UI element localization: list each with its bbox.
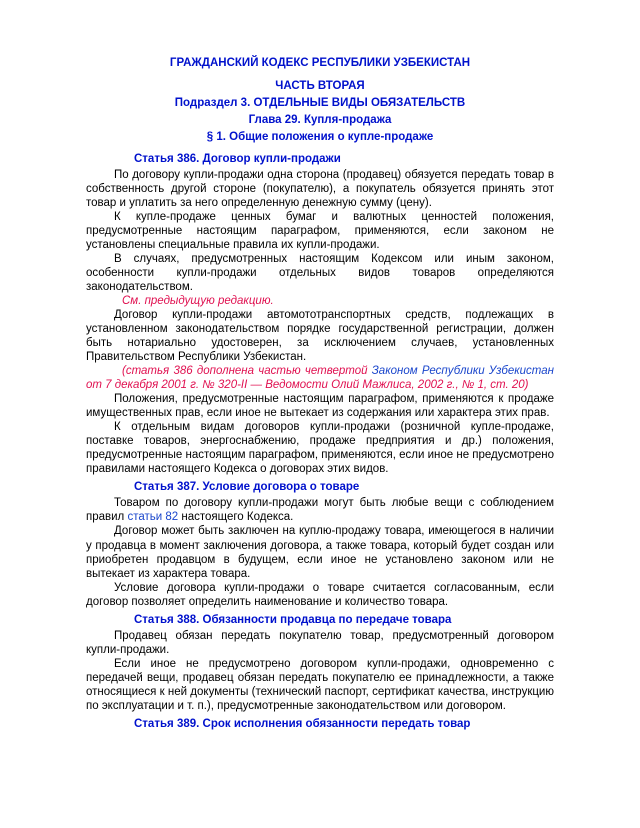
article-389-heading: Статья 389. Срок исполнения обязанности передать товар bbox=[134, 717, 471, 730]
amendment-note-tail: от 7 декабря 2001 г. № 320-II — Ведомости Олий Мажлиса, 2002 г., № 1, ст. 20) bbox=[86, 379, 529, 392]
doc-chapter: Глава 29. Купля-продажа bbox=[248, 114, 392, 127]
article-387-paragraph-2: Договор может быть заключен на куплю-продажу товара, имеющегося в наличии у продавца в момент заключения договора, а также товара, который будет создан или приобретен продавцом в будущем, если иное не установлено законом или не вытекает из характера товара. bbox=[86, 525, 554, 580]
article-388-paragraph-1: Продавец обязан передать покупателю товар, предусмотренный договором купли-продажи. bbox=[86, 629, 554, 656]
article-387-p1-tail: настоящего Кодекса. bbox=[178, 511, 294, 524]
see-previous-revision-link[interactable]: См. предыдущую редакцию. bbox=[122, 295, 274, 308]
doc-section: § 1. Общие положения о купле-продаже bbox=[206, 131, 434, 144]
article-386-paragraph-6: К отдельным видам договоров купли-продажи (розничной купле-продаже, поставке товаров, энергоснабжению, продаже предприятия и др.) положения, предусмотренные настоящим параграфом, применяются, если иное не предусмотрено правилами настоящего Кодекса о договорах этих видов. bbox=[86, 421, 554, 476]
article-386-paragraph-5: Положения, предусмотренные настоящим параграфом, применяются к продаже имущественных прав, если иное не вытекает из содержания или характера этих прав. bbox=[86, 393, 554, 420]
article-386-heading: Статья 386. Договор купли-продажи bbox=[134, 153, 341, 166]
article-386-paragraph-4: Договор купли-продажи автомототранспортных средств, подлежащих в установленном законодательством порядке государственной регистрации, должен быть нотариально удостоверен, за исключением случаев, установленных Правительством Республики Узбекистан. bbox=[86, 309, 554, 364]
article-386-paragraph-1: По договору купли-продажи одна сторона (продавец) обязуется передать товар в собственность другой стороне (покупателю), а покупатель обязуется принять этот товар и уплатить за него определенную денежную сумму (цену). bbox=[86, 169, 554, 210]
article-387-paragraph-3: Условие договора купли-продажи о товаре считается согласованным, если договор позволяет определить наименование и количество товара. bbox=[86, 581, 554, 608]
amendment-note-text: (статья 386 дополнена частью четвертой bbox=[122, 365, 372, 378]
article-387-paragraph-1 bbox=[86, 496, 554, 524]
doc-title: ГРАЖДАНСКИЙ КОДЕКС РЕСПУБЛИКИ УЗБЕКИСТАН bbox=[169, 57, 471, 69]
article-387-heading: Статья 387. Условие договора о товаре bbox=[134, 481, 360, 494]
article-387-p1-text: Товаром по договору купли-продажи могут быть любые вещи с соблюдением правил bbox=[86, 497, 554, 524]
article-386-paragraph-3: В случаях, предусмотренных настоящим Кодексом или иным законом, особенности купли-продажи отдельных видов товаров определяются законодательством. bbox=[86, 253, 554, 294]
amendment-law-link[interactable]: Законом Республики Узбекистан bbox=[371, 365, 554, 378]
article-386-amendment-note bbox=[86, 364, 554, 392]
article-386-paragraph-2: К купле-продаже ценных бумаг и валютных ценностей положения, предусмотренные настоящим параграфом, применяются, если законом не установлены специальные правила их купли-продажи. bbox=[86, 211, 554, 252]
article-82-link[interactable]: статьи 82 bbox=[127, 511, 179, 524]
doc-part: ЧАСТЬ ВТОРАЯ bbox=[275, 80, 365, 93]
doc-subsection: Подраздел 3. ОТДЕЛЬНЫЕ ВИДЫ ОБЯЗАТЕЛЬСТВ bbox=[174, 97, 466, 110]
article-388-heading: Статья 388. Обязанности продавца по передаче товара bbox=[134, 613, 452, 626]
article-388-paragraph-2: Если иное не предусмотрено договором купли-продажи, одновременно с передачей вещи, продавец обязан передать покупателю ее принадлежности, а также относящиеся к ней документы (технический паспорт, сертификат качества, инструкцию по эксплуатации и т. п.), предусмотренные законодательством или договором. bbox=[86, 657, 554, 712]
